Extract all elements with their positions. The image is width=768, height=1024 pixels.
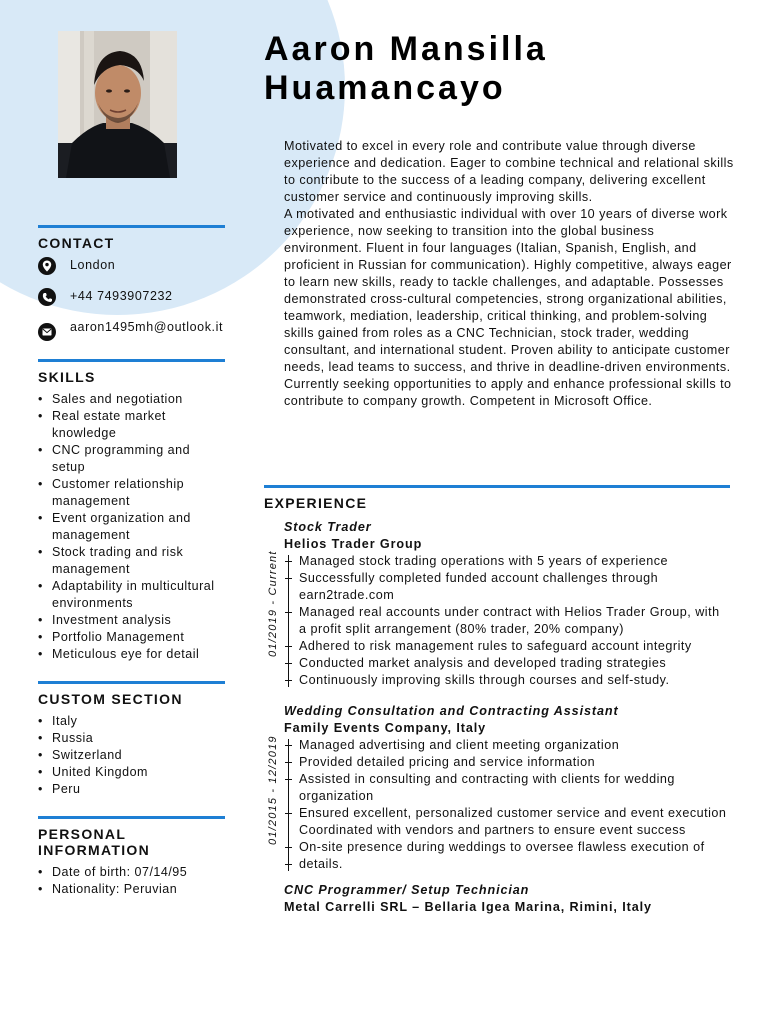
skills-list — [38, 391, 225, 663]
candidate-name: Aaron Mansilla Huamancayo — [264, 30, 548, 107]
timeline-tick — [285, 680, 292, 681]
job-bullets — [284, 737, 730, 873]
timeline-line — [288, 739, 289, 871]
list-item: • Meticulous eye for detail — [38, 646, 225, 663]
timeline-tick — [285, 864, 292, 865]
timeline-tick — [285, 663, 292, 664]
summary-paragraph: A motivated and enthusiastic individual with over 10 years of diverse work experience, now seeking to transition into the global business environment. Fluent in four languages (Italian, Spanish, English, and proficient in Russian for communication). Highly competitive, always eager to learn new skills, ready to tackle challenges, and adaptable. Possesses demonstrated cross-cultural competencies, strong organizational abilities, teamwork, mediation, leadership, critical thinking, and problem-solving skills gained from roles as a CNC Technician, stock trader, wedding consultant, and international student. Proven ability to anticipate customer needs, lead teams to success, and thrive in deadline-driven environments. Currently seeking opportunities to apply and enhance professional skills to contribute to company growth. Competent in Microsoft Office. — [284, 207, 732, 408]
list-item: Managed real accounts under contract with Helios Trader Group, with a profit split arrangement (80% trader, 20% company) — [299, 605, 720, 636]
list-item: • Switzerland — [38, 747, 225, 764]
job-body — [267, 550, 730, 689]
list-item: • Investment analysis — [38, 612, 225, 629]
profile-photo-image — [58, 31, 177, 178]
left-column — [38, 225, 225, 916]
list-item: • Nationality: Peruvian — [38, 881, 225, 898]
job-title: Wedding Consultation and Contracting Assistant — [284, 704, 619, 718]
envelope-icon — [38, 323, 56, 341]
timeline-tick — [285, 578, 292, 579]
timeline-tick — [285, 646, 292, 647]
contact-email — [38, 319, 225, 341]
email-text[interactable]: aaron1495mh@outlook.it — [70, 320, 224, 334]
personal-list — [38, 864, 225, 898]
location-pin-icon — [38, 257, 56, 275]
job-company: Helios Trader Group — [284, 537, 423, 551]
timeline-tick — [285, 762, 292, 763]
list-item: • Sales and negotiation — [38, 391, 225, 408]
list-item: • CNC programming and setup — [38, 442, 225, 476]
timeline-tick — [285, 612, 292, 613]
timeline — [285, 553, 292, 689]
location-text: London — [70, 258, 116, 272]
job-dates: 01/2019 - Current — [267, 550, 279, 657]
list-item: Provided detailed pricing and service information — [299, 755, 596, 769]
timeline-tick — [285, 847, 292, 848]
list-item: • Italy — [38, 713, 225, 730]
list-item: Ensured excellent, personalized customer service and event execution — [299, 806, 727, 820]
timeline-tick — [285, 813, 292, 814]
personal-section — [38, 816, 225, 898]
list-item: • Portfolio Management — [38, 629, 225, 646]
contact-phone — [38, 288, 225, 306]
job-bullets — [284, 553, 730, 689]
list-item: Assisted in consulting and contracting with clients for wedding organization — [299, 772, 675, 803]
phone-icon — [38, 288, 56, 306]
section-divider — [38, 816, 225, 819]
custom-section — [38, 681, 225, 798]
contact-heading: CONTACT — [38, 235, 115, 251]
list-item: • Event organization and management — [38, 510, 225, 544]
job-dates: 01/2015 - 12/2019 — [267, 735, 279, 845]
section-divider — [38, 225, 225, 228]
skills-heading: SKILLS — [38, 369, 96, 385]
contact-section — [38, 225, 225, 341]
list-item: • Stock trading and risk management — [38, 544, 225, 578]
list-item: On-site presence during weddings to oversee flawless execution of details. — [299, 840, 705, 871]
list-item: • Adaptability in multicultural environments — [38, 578, 225, 612]
section-divider — [38, 681, 225, 684]
job-company: Family Events Company, Italy — [284, 721, 487, 735]
list-item: Managed stock trading operations with 5 years of experience — [299, 554, 669, 568]
timeline-tick — [285, 561, 292, 562]
list-item: • Russia — [38, 730, 225, 747]
timeline-tick — [285, 745, 292, 746]
experience-section — [264, 485, 730, 930]
job-company: Metal Carrelli SRL – Bellaria Igea Marina, Rimini, Italy — [284, 900, 652, 914]
phone-text[interactable]: +44 7493907232 — [70, 289, 173, 303]
timeline-line — [288, 555, 289, 687]
list-item: Conducted market analysis and developed trading strategies — [299, 656, 667, 670]
profile-photo — [58, 31, 177, 178]
list-item: Coordinated with vendors and partners to ensure event success — [299, 823, 686, 837]
profile-summary — [284, 138, 734, 410]
list-item: Successfully completed funded account challenges through earn2trade.com — [299, 571, 659, 602]
custom-heading: CUSTOM SECTION — [38, 691, 183, 707]
summary-paragraph: Motivated to excel in every role and contribute value through diverse experience and dedication. Eager to combine technical and relational skills to contribute to the success of a leading company, delivering excellent customer service and continuously improving skills. — [284, 139, 734, 204]
list-item: • Peru — [38, 781, 225, 798]
job-title: Stock Trader — [284, 520, 372, 534]
job-entry — [267, 519, 730, 689]
job-entry — [284, 882, 730, 916]
timeline-tick — [285, 779, 292, 780]
personal-heading: PERSONAL INFORMATION — [38, 826, 151, 858]
list-item: • Date of birth: 07/14/95 — [38, 864, 225, 881]
list-item: Continuously improving skills through courses and self-study. — [299, 673, 670, 687]
section-divider — [38, 359, 225, 362]
job-entry — [267, 703, 730, 873]
job-title: CNC Programmer/ Setup Technician — [284, 883, 530, 897]
countries-list — [38, 713, 225, 798]
contact-location — [38, 257, 225, 275]
section-divider — [264, 485, 730, 488]
skills-section — [38, 359, 225, 663]
list-item: • United Kingdom — [38, 764, 225, 781]
experience-heading: EXPERIENCE — [264, 495, 368, 511]
list-item: Managed advertising and client meeting organization — [299, 738, 620, 752]
list-item: • Real estate market knowledge — [38, 408, 225, 442]
timeline — [285, 737, 292, 873]
list-item: • Customer relationship management — [38, 476, 225, 510]
list-item: Adhered to risk management rules to safeguard account integrity — [299, 639, 692, 653]
job-body — [267, 735, 730, 873]
